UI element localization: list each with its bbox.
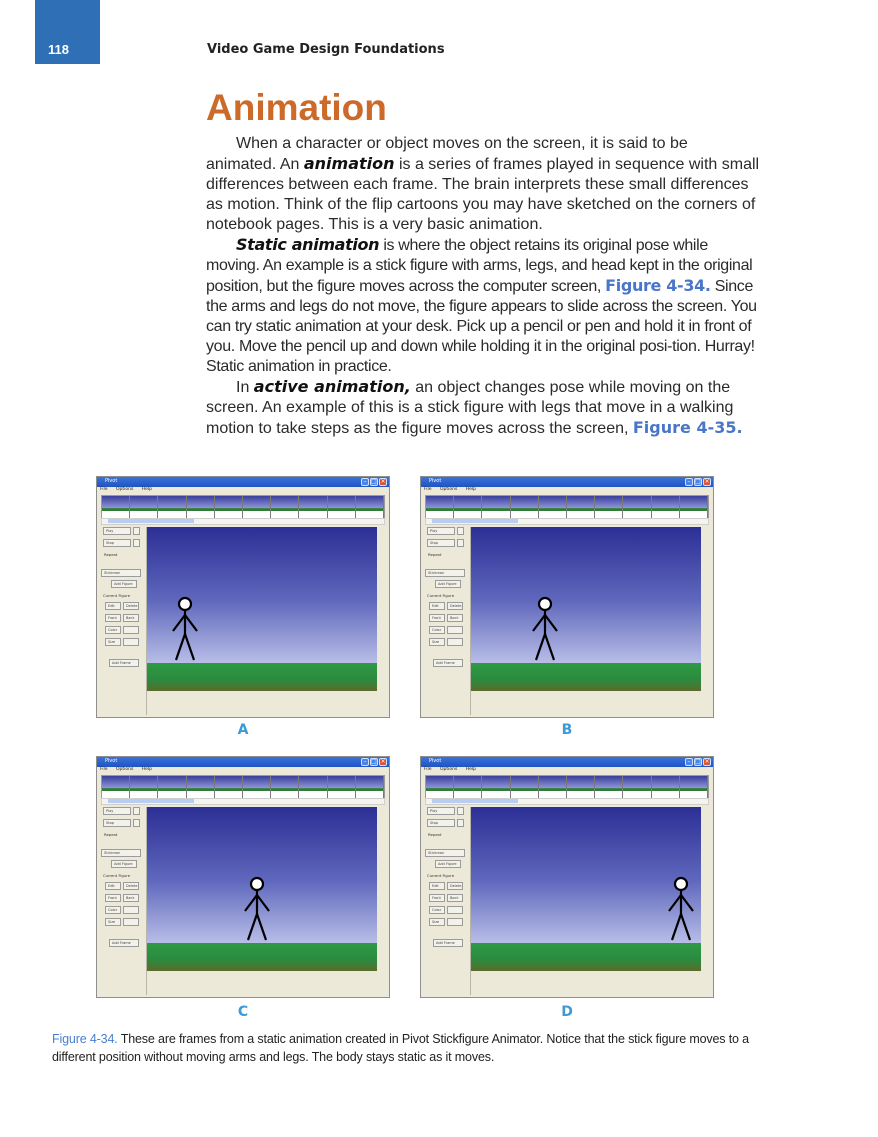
timeline-frame [215,776,243,798]
edit-button: Edit [105,882,121,890]
screenshot-d [420,756,714,998]
current-figure-label: Current Figure [427,593,455,598]
screenshot-b [420,476,714,718]
menu-bar [421,487,713,494]
add-figure-button: Add Figure [111,580,137,588]
timeline-frame [158,776,186,798]
menu-help: Help [141,487,153,492]
timeline-frame [328,776,356,798]
timeline-frame [356,496,384,518]
figure-type-dropdown: Stickman [101,569,141,577]
timeline-frame [482,776,510,798]
menu-help: Help [465,487,477,492]
p3-text-before: In [236,379,254,396]
current-figure-label: Current Figure [103,593,131,598]
menu-bar [97,487,389,494]
size-field [447,906,463,914]
size-field [123,626,139,634]
p2-text-before-ref: is where the object retains its original pose while moving. An example is a stick figure with arms, legs, and head kept in the original position, but the figure moves across the computer screen, [206,237,753,295]
current-figure-label: Current Figure [103,873,131,878]
term-active-animation: active animation, [253,377,411,396]
figure-ref-4-35[interactable]: Figure 4-35. [632,418,743,437]
timeline-frame [328,496,356,518]
delete-button: Delete [447,882,463,890]
maximize-icon: □ [695,758,701,765]
timeline-scrollbar [101,798,385,805]
control-panel [427,807,467,992]
menu-file: File [424,487,432,492]
close-icon: × [380,478,386,485]
maximize-icon: □ [371,478,377,485]
frame-timeline [425,775,709,799]
add-frame-button: Add Frame [109,659,139,667]
timeline-frame [130,496,158,518]
section-title: Animation [206,87,387,128]
timeline-frame [243,496,271,518]
size-field [123,906,139,914]
animation-canvas [147,527,377,691]
term-animation: animation [303,154,395,173]
term-static-animation: Static animation [236,235,380,254]
edit-button: Edit [429,602,445,610]
animation-canvas [147,807,377,971]
menu-file: File [100,767,108,772]
timeline-frame [454,496,482,518]
control-panel [427,527,467,712]
size-field [447,626,463,634]
close-icon: × [704,758,710,765]
figure-type-dropdown: Stickman [101,849,141,857]
page-number-tab [35,0,100,64]
menu-bar [421,767,713,774]
delete-button: Delete [447,602,463,610]
timeline-frame [426,776,454,798]
timeline-frame [130,776,158,798]
timeline-frame [595,776,623,798]
edit-button: Edit [429,882,445,890]
timeline-frame [539,776,567,798]
frame-timeline [101,775,385,799]
repeat-checkbox: Repeat [104,552,118,557]
color-button: Color [429,626,445,634]
figure-caption [52,1030,772,1066]
current-figure-label: Current Figure [427,873,455,878]
timeline-frame [102,776,130,798]
paragraph-static-animation [206,235,762,377]
timeline-frame [482,496,510,518]
add-figure-button: Add Figure [435,580,461,588]
add-figure-button: Add Figure [111,860,137,868]
stop-button: Stop [103,539,131,547]
p1-text-after: is a series of frames played in sequence with small differences between each frame. The brain interprets these small differences as motion. Think of the flip cartoons you may have sketched on the corners of notebook pages. This is a very basic animation. [206,156,760,233]
size-button: Size [105,918,121,926]
delete-button: Delete [123,602,139,610]
menu-help: Help [141,767,153,772]
play-button: Play [103,527,131,535]
figure-type-dropdown: Stickman [425,569,465,577]
size-button: Size [105,638,121,646]
front-button: Front [429,894,445,902]
caption-label: Figure 4-34. [52,1032,118,1046]
speed-up-button [133,807,140,815]
add-frame-button: Add Frame [109,939,139,947]
edit-button: Edit [105,602,121,610]
stick-figure [661,876,701,946]
back-button: Back [123,614,139,622]
timeline-scrollbar [425,798,709,805]
running-header: Video Game Design Foundations [207,42,445,57]
grass-ground [471,943,701,971]
maximize-icon: □ [371,758,377,765]
timeline-frame [623,496,651,518]
scrollbar-thumb [432,799,518,803]
speed-down-button [133,539,140,547]
close-icon: × [380,758,386,765]
timeline-frame [511,776,539,798]
color-button: Color [429,906,445,914]
maximize-icon: □ [695,478,701,485]
stick-figure [525,596,565,666]
timeline-frame [187,776,215,798]
add-figure-button: Add Figure [435,860,461,868]
timeline-frame [539,496,567,518]
size-down-button [123,638,139,646]
paragraph-active-animation [206,377,762,439]
scrollbar-thumb [108,519,194,523]
minimize-icon: – [685,758,693,766]
caption-text: These are frames from a static animation created in Pivot Stickfigure Animator. Notice that the stick figure moves to a different position without moving arms and legs. The body stays static as it moves. [52,1032,749,1064]
menu-bar [97,767,389,774]
figure-type-dropdown: Stickman [425,849,465,857]
timeline-frame [299,496,327,518]
scrollbar-thumb [432,519,518,523]
stick-figure [165,596,205,666]
window-title: Pivot [429,478,442,484]
timeline-frame [158,496,186,518]
delete-button: Delete [123,882,139,890]
window-titlebar [421,757,713,767]
p2-text-after-ref: Since the arms and legs do not move, the figure appears to slide across the screen. You can try static animation at your desk. Pick up a pencil or pen and hold it in front of you. Move the pencil up and down while holding it in the original posi-tion. Hurray! Static animation in practice. [206,278,757,375]
menu-help: Help [465,767,477,772]
window-title: Pivot [105,758,118,764]
size-down-button [447,918,463,926]
body-text [206,134,762,439]
menu-file: File [100,487,108,492]
play-button: Play [427,527,455,535]
menu-options: Options [439,487,458,492]
repeat-checkbox: Repeat [428,832,442,837]
play-button: Play [427,807,455,815]
size-down-button [123,918,139,926]
play-button: Play [103,807,131,815]
control-panel [103,527,143,712]
speed-down-button [457,539,464,547]
minimize-icon: – [361,478,369,486]
add-frame-button: Add Frame [433,659,463,667]
front-button: Front [429,614,445,622]
timeline-frame [595,496,623,518]
speed-up-button [457,527,464,535]
stick-figure [237,876,277,946]
animation-canvas [471,527,701,691]
stop-button: Stop [427,819,455,827]
grass-ground [147,663,377,691]
timeline-frame [215,496,243,518]
timeline-frame [271,776,299,798]
timeline-frame [356,776,384,798]
timeline-frame [623,776,651,798]
screenshot-a [96,476,390,718]
paragraph-animation [206,134,762,235]
grass-ground [471,663,701,691]
front-button: Front [105,614,121,622]
speed-up-button [457,807,464,815]
timeline-frame [454,776,482,798]
menu-options: Options [115,487,134,492]
speed-down-button [133,819,140,827]
scrollbar-thumb [108,799,194,803]
close-icon: × [704,478,710,485]
window-title: Pivot [429,758,442,764]
timeline-frame [680,776,708,798]
back-button: Back [447,894,463,902]
front-button: Front [105,894,121,902]
menu-file: File [424,767,432,772]
color-button: Color [105,906,121,914]
control-panel [103,807,143,992]
p1-text-before: When a character or object moves on the screen, it is said to be animated. An [206,135,688,173]
frame-label-b: B [561,722,573,738]
timeline-frame [187,496,215,518]
timeline-frame [567,496,595,518]
timeline-frame [426,496,454,518]
timeline-frame [271,496,299,518]
window-titlebar [97,477,389,487]
timeline-frame [652,776,680,798]
timeline-frame [243,776,271,798]
screenshot-c [96,756,390,998]
repeat-checkbox: Repeat [428,552,442,557]
page-number: 118 [48,42,69,57]
figure-ref-4-34[interactable]: Figure 4-34. [605,276,711,295]
speed-up-button [133,527,140,535]
animation-canvas [471,807,701,971]
grass-ground [147,943,377,971]
frame-timeline [101,495,385,519]
size-button: Size [429,638,445,646]
timeline-frame [299,776,327,798]
color-button: Color [105,626,121,634]
timeline-frame [102,496,130,518]
timeline-frame [680,496,708,518]
window-titlebar [421,477,713,487]
timeline-scrollbar [425,518,709,525]
menu-options: Options [439,767,458,772]
back-button: Back [123,894,139,902]
frame-label-d: D [561,1004,573,1020]
minimize-icon: – [685,478,693,486]
timeline-scrollbar [101,518,385,525]
timeline-frame [511,496,539,518]
stop-button: Stop [427,539,455,547]
add-frame-button: Add Frame [433,939,463,947]
repeat-checkbox: Repeat [104,832,118,837]
back-button: Back [447,614,463,622]
stop-button: Stop [103,819,131,827]
frame-label-a: A [237,722,249,738]
size-button: Size [429,918,445,926]
p3-text-before-ref: an object changes pose while moving on the screen. An example of this is a stick figure with legs that move in a walking motion to take steps as the figure moves across the screen, [206,379,734,437]
timeline-frame [567,776,595,798]
minimize-icon: – [361,758,369,766]
size-down-button [447,638,463,646]
window-title: Pivot [105,478,118,484]
speed-down-button [457,819,464,827]
frame-label-c: C [237,1004,249,1020]
window-titlebar [97,757,389,767]
timeline-frame [652,496,680,518]
menu-options: Options [115,767,134,772]
frame-timeline [425,495,709,519]
